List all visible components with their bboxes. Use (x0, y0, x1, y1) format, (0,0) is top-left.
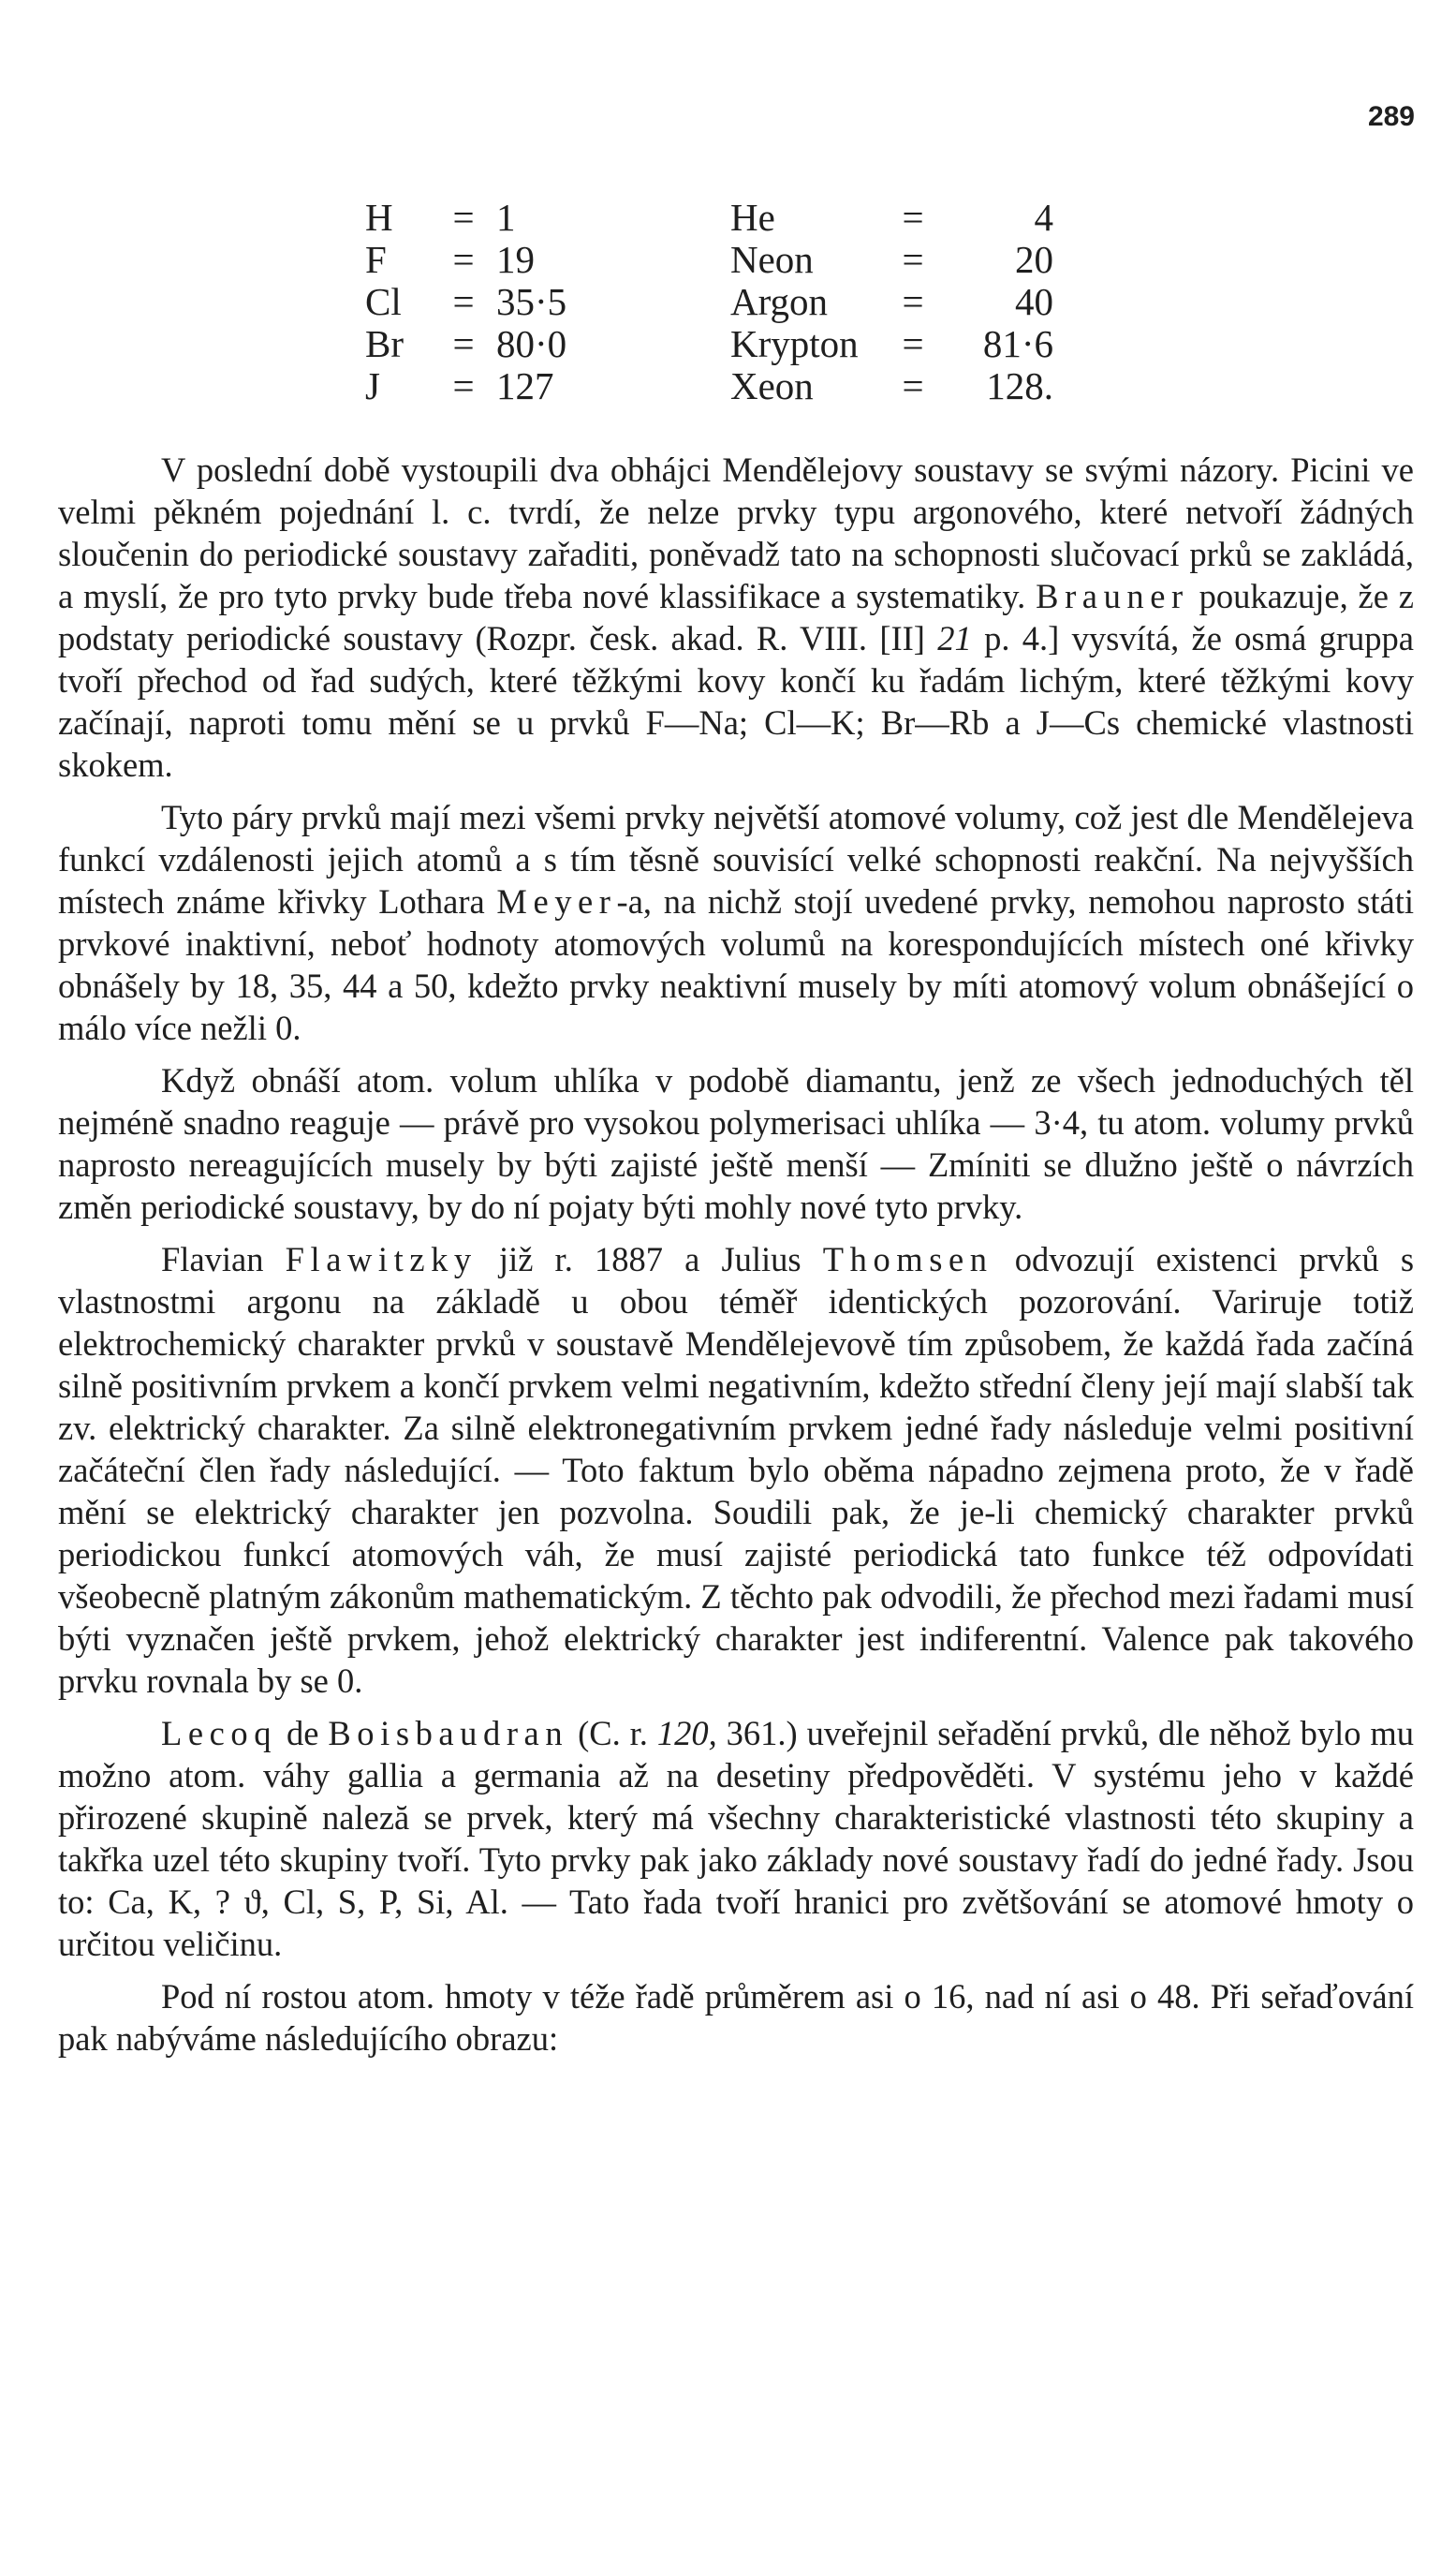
atomic-weight: 128. (986, 364, 1053, 407)
text-run: -a, na nichž stojí uvedené prvky, nemohou naprosto státi prvkové inaktivní, neboť hodnoty atomových volumů na korespondujících místech oné křivky obnášely by 18, 35, 44 a 50, kdežto prvky neaktivní musely by míti atomový volum obnášející o málo více nežli 0. (58, 882, 1414, 1047)
text-run: poukazuje, že z podstaty periodické soustavy (Rozpr. česk. akad. R. VIII. [II] (58, 577, 1415, 657)
atomic-weight: 20 (1015, 238, 1053, 281)
equals-sign: = (452, 322, 475, 365)
paragraph (58, 449, 1414, 786)
equals-sign: = (902, 196, 924, 239)
author-name: Boisbaudran (328, 1714, 569, 1752)
text-run: V poslední době vystoupili dva obhájci Mendělejovy soustavy se svými názory. Picini ve velmi pěkném pojednání l. c. tvrdí, že nelze prvky typu argonového, které netvoří žádných sloučenin do periodické soustavy zařaditi, poněvadž tato na schopnosti slučovací prků se zakládá, a myslí, že pro tyto prvky bude třeba nové klassifikace a systematiky. (58, 450, 1414, 615)
text-run: (C. r. (578, 1714, 648, 1752)
element-symbol: F (365, 238, 387, 281)
author-name: Meyer (496, 882, 617, 921)
equals-sign: = (452, 280, 475, 323)
atomic-weight: 127 (496, 364, 554, 407)
atomic-weight: 40 (1015, 280, 1053, 323)
body-text (58, 449, 1414, 2070)
paragraph (58, 1975, 1414, 2060)
element-symbol: Br (365, 322, 404, 365)
page-number: 289 (1367, 101, 1415, 132)
text-run: de (286, 1714, 319, 1752)
volume-number: 120, (656, 1714, 717, 1752)
paragraph (58, 1059, 1414, 1228)
element-symbol: J (365, 364, 380, 407)
text-run: Tyto páry prvků mají mezi všemi prvky největší atomové volumy, což jest dle Mendělejeva funkcí vzdálenosti jejich atomů a s tím těsně souvisící velké schopnosti reakční. Na nejvyšších místech známe křivky Lothara (58, 798, 1414, 921)
equals-sign: = (452, 196, 475, 239)
equals-sign: = (902, 322, 924, 365)
element-symbol: Argon (730, 280, 829, 323)
element-symbol: He (730, 196, 775, 239)
element-symbol: H (365, 196, 393, 239)
table-row (365, 239, 1063, 281)
atomic-weight: 80·0 (496, 322, 567, 365)
volume-number: 21 (937, 619, 972, 657)
table-row (365, 323, 1063, 365)
atomic-weight: 1 (496, 196, 516, 239)
paragraph (58, 796, 1414, 1049)
equals-sign: = (902, 280, 924, 323)
text-run: již r. 1887 a Julius (498, 1240, 802, 1278)
atomic-weights-table (365, 197, 1063, 407)
author-name: Thomsen (822, 1240, 993, 1278)
element-symbol: Cl (365, 280, 402, 323)
element-symbol: Krypton (730, 322, 859, 365)
text-run: 361.) uveřejnil seřadění prvků, dle něhož bylo mu možno atom. váhy gallia a germania až na desetiny předpověděti. V systému jeho v každé přirozené skupině naleză se prvek, který má všechny charakteristické vlastnosti této skupiny a takřka uzel této skupiny tvoří. Tyto prvky pak jako základy nové soustavy řadí do jedné řady. Jsou to: Ca, K, ? ϑ, Cl, S, P, Si, Al. — Tato řada tvoří hranici pro zvětšování se atomové hmoty o určitou veličinu. (58, 1714, 1415, 1963)
equals-sign: = (902, 238, 924, 281)
atomic-weight: 4 (1034, 196, 1053, 239)
atomic-weight: 19 (496, 238, 535, 281)
table-row (365, 365, 1063, 407)
table-row (365, 281, 1063, 323)
author-name: Flawitzky (285, 1240, 478, 1278)
paragraph (58, 1712, 1414, 1965)
table-row (365, 197, 1063, 239)
atomic-weight: 35·5 (496, 280, 567, 323)
equals-sign: = (902, 364, 924, 407)
text-run: odvozují existenci prvků s vlastnostmi argonu na základě u obou téměř identických pozorování. Variruje totiž elektrochemický charakter prvků v soustavě Mendělejevově tím způsobem, že každá řada začíná silně positivním prvkem a končí prvkem velmi negativním, kdežto střední členy její mají slabší tak zv. elektrický charakter. Za silně elektronegativním prvkem jedné řady následuje velmi positivní začáteční člen řady následující. — Toto faktum bylo oběma nápadno zejmena proto, že v řadě mění se elektrický charakter jen pozvolna. Soudili pak, že je-li chemický charakter prvků periodickou funkcí atomových váh, že musí zajisté periodická tato funkce též odpovídati všeobecně platným zákonům mathematickým. Z těchto pak odvodili, že přechod mezi řadami musí býti vyznačen ještě prvkem, jehož elektrický charakter jest indiferentní. Valence pak takového prvku rovnala by se 0. (58, 1240, 1415, 1700)
atomic-weight: 81·6 (982, 322, 1053, 365)
element-symbol: Neon (730, 238, 814, 281)
author-name: Brauner (1036, 577, 1189, 615)
text-run: Flavian (161, 1240, 264, 1278)
element-symbol: Xeon (730, 364, 814, 407)
text-run: Pod ní rostou atom. hmoty v téže řadě průměrem asi o 16, nad ní asi o 48. Při seřaďování pak nabýváme následujícího obrazu: (58, 1977, 1414, 2058)
author-name: Lecoq (161, 1714, 278, 1752)
text-run: p. 4.] vysvítá, že osmá gruppa tvoří přechod od řad sudých, které těžkými kovy končí ku řadám lichým, které těžkými kovy začínají, naproti tomu mění se u prvků F—Na; Cl—K; Br—Rb a J—Cs chemické vlastnosti skokem. (58, 619, 1414, 784)
equals-sign: = (452, 364, 475, 407)
text-run: Když obnáší atom. volum uhlíka v podobě diamantu, jenž ze všech jednoduchých těl nejméně snadno reaguje — právě pro vysokou polymerisaci uhlíka — 3·4, tu atom. volumy prvků naprosto nereagujících musely by býti zajisté ještě menší — Zmíniti se dlužno ještě o návrzích změn periodické soustavy, by do ní pojaty býti mohly nové tyto prvky. (58, 1061, 1414, 1226)
equals-sign: = (452, 238, 475, 281)
paragraph (58, 1238, 1414, 1702)
